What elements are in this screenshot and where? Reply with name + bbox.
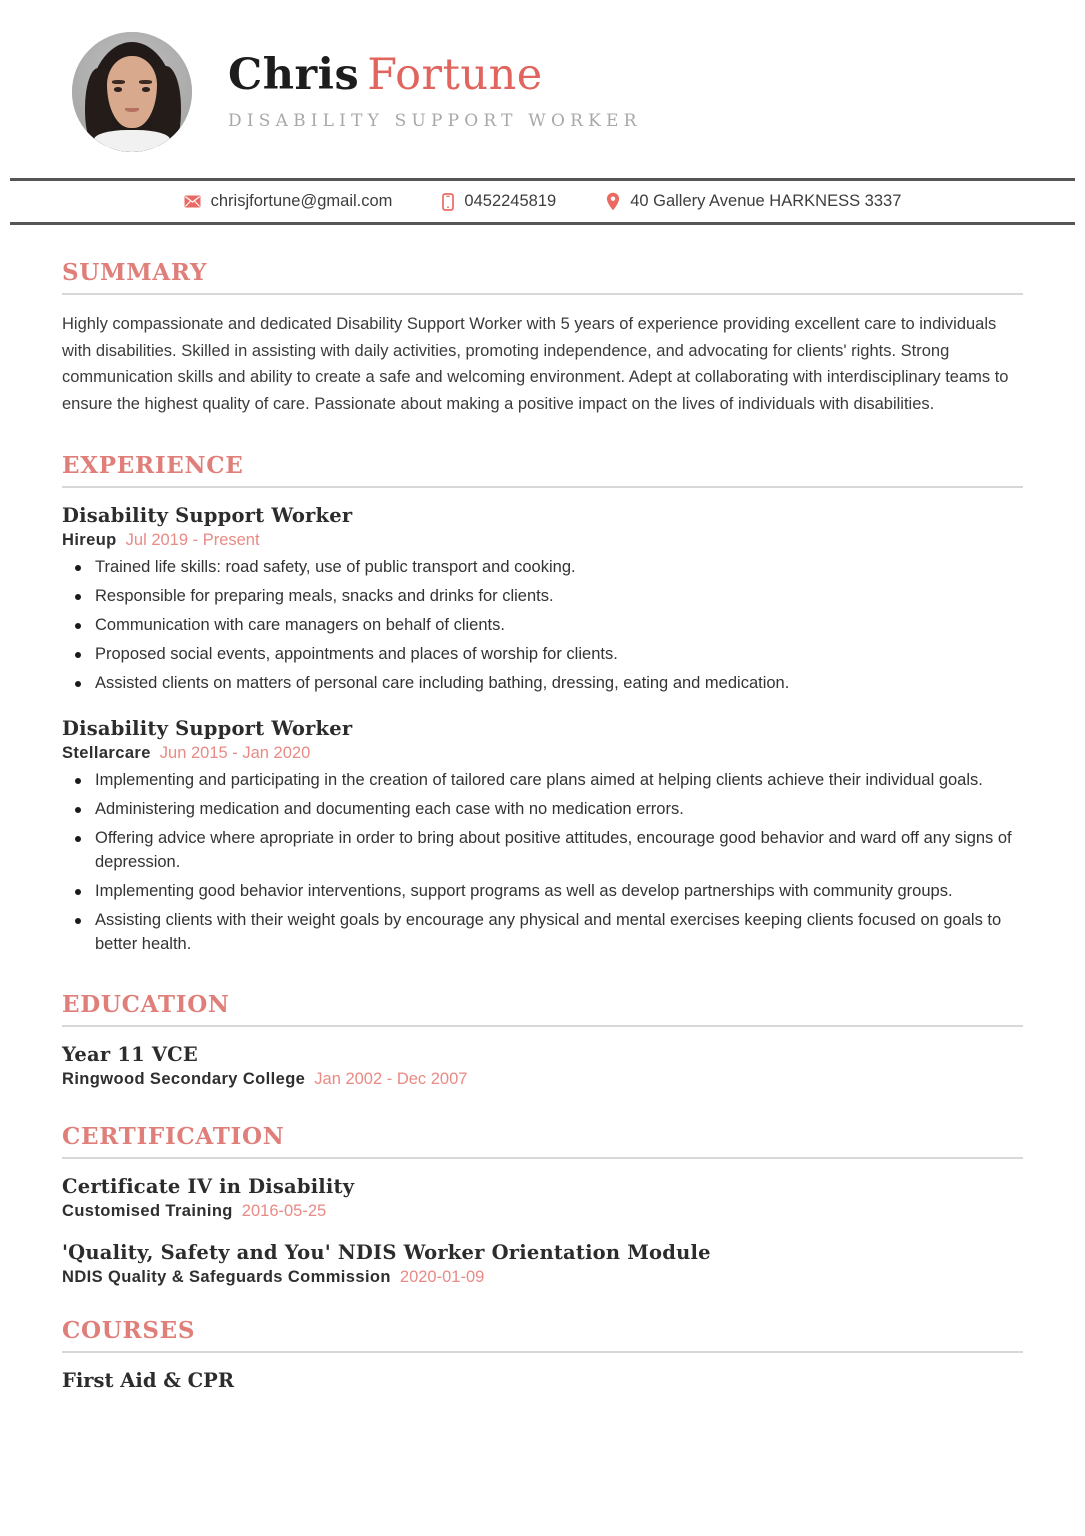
contact-email[interactable] xyxy=(184,192,393,211)
section-title-experience: EXPERIENCE xyxy=(62,451,244,479)
education-institution: Ringwood Secondary College xyxy=(62,1069,306,1088)
map-pin-icon xyxy=(606,192,620,211)
contact-phone[interactable] xyxy=(442,192,556,211)
summary-text: Highly compassionate and dedicated Disability Support Worker with 5 years of experience providing excellent care to individuals with disabilities. Skilled in assisting with daily activities, promoting independence, and advocating for clients' rights. Strong communication skills and ability to create a safe and welcoming environment. Adept at collaborating with interdisciplinary teams to ensure the highest quality of care. Passionate about making a positive impact on the lives of individuals with disabilities. xyxy=(62,315,1009,414)
certification-meta xyxy=(62,1202,1023,1221)
experience-bullets xyxy=(62,556,1023,696)
certification-entry xyxy=(62,1241,1023,1287)
education-meta xyxy=(62,1070,1023,1089)
certification-issuer: Customised Training xyxy=(62,1201,233,1220)
experience-dates: Jun 2015 - Jan 2020 xyxy=(159,744,311,763)
avatar-brow-right xyxy=(139,80,152,84)
list-item: Communication with care managers on behalf of clients. xyxy=(62,614,1023,638)
section-divider xyxy=(62,293,1023,295)
section-certification xyxy=(62,1123,1023,1287)
experience-dates: Jul 2019 - Present xyxy=(125,530,260,549)
certification-date: 2020-01-09 xyxy=(399,1267,485,1286)
section-title-education: EDUCATION xyxy=(62,990,230,1018)
experience-company: Stellarcare xyxy=(62,744,151,763)
contact-bar xyxy=(10,178,1075,225)
mobile-phone-icon xyxy=(442,193,454,211)
job-subtitle: DISABILITY SUPPORT WORKER xyxy=(228,111,642,132)
course-name: First Aid & CPR xyxy=(62,1368,235,1392)
page-title xyxy=(228,49,642,100)
avatar-eye-right xyxy=(142,87,150,92)
list-item: Assisting clients with their weight goals by encourage any physical and mental exercises keeping clients focused on goals to better health. xyxy=(62,909,1023,957)
experience-entry xyxy=(62,717,1023,956)
section-divider xyxy=(62,1025,1023,1027)
avatar xyxy=(72,32,192,152)
avatar-shoulders xyxy=(94,130,171,152)
certification-name: Certificate IV in Disability xyxy=(62,1174,355,1198)
resume-header xyxy=(0,0,1085,178)
resume-content xyxy=(0,259,1085,1392)
name-block xyxy=(228,49,642,132)
list-item: Responsible for preparing meals, snacks and drinks for clients. xyxy=(62,585,1023,609)
section-education xyxy=(62,991,1023,1089)
certification-meta xyxy=(62,1268,1023,1287)
experience-company: Hireup xyxy=(62,530,117,549)
experience-role: Disability Support Worker xyxy=(62,503,353,527)
experience-meta xyxy=(62,531,1023,550)
experience-meta xyxy=(62,744,1023,763)
certification-issuer: NDIS Quality & Safeguards Commission xyxy=(62,1267,391,1286)
list-item: Implementing good behavior interventions, support programs as well as develop partnerships with community groups. xyxy=(62,880,1023,904)
last-name: Fortune xyxy=(367,49,543,100)
section-summary xyxy=(62,259,1023,418)
list-item: Proposed social events, appointments and places of worship for clients. xyxy=(62,643,1023,667)
section-divider xyxy=(62,1157,1023,1159)
contact-address-text: 40 Gallery Avenue HARKNESS 3337 xyxy=(630,192,902,210)
contact-address[interactable] xyxy=(606,192,901,211)
education-entry xyxy=(62,1043,1023,1089)
list-item: Trained life skills: road safety, use of public transport and cooking. xyxy=(62,556,1023,580)
list-item: Implementing and participating in the creation of tailored care plans aimed at helping clients achieve their individual goals. xyxy=(62,769,1023,793)
list-item: Offering advice where apropriate in order to bring about positive attitudes, encourage good behavior and ward off any signs of depression. xyxy=(62,827,1023,875)
first-name: Chris xyxy=(228,49,360,100)
section-title-courses: COURSES xyxy=(62,1316,196,1344)
contact-email-text: chrisjfortune@gmail.com xyxy=(210,192,393,210)
certification-entry xyxy=(62,1175,1023,1221)
list-item: Assisted clients on matters of personal care including bathing, dressing, eating and medication. xyxy=(62,672,1023,696)
experience-role: Disability Support Worker xyxy=(62,717,353,741)
education-dates: Jan 2002 - Dec 2007 xyxy=(314,1069,468,1088)
certification-name: 'Quality, Safety and You' NDIS Worker Orientation Module xyxy=(62,1240,711,1264)
contact-phone-text: 0452245819 xyxy=(464,192,557,210)
experience-bullets xyxy=(62,769,1023,956)
experience-entry xyxy=(62,504,1023,696)
envelope-icon xyxy=(184,195,201,208)
avatar-brow-left xyxy=(112,80,125,84)
section-title-certification: CERTIFICATION xyxy=(62,1122,285,1150)
list-item: Administering medication and documenting each case with no medication errors. xyxy=(62,798,1023,822)
section-divider xyxy=(62,1351,1023,1353)
section-divider xyxy=(62,486,1023,488)
section-courses xyxy=(62,1317,1023,1392)
certification-date: 2016-05-25 xyxy=(241,1201,327,1220)
section-experience xyxy=(62,452,1023,957)
education-degree: Year 11 VCE xyxy=(62,1042,198,1066)
section-title-summary: SUMMARY xyxy=(62,259,208,286)
